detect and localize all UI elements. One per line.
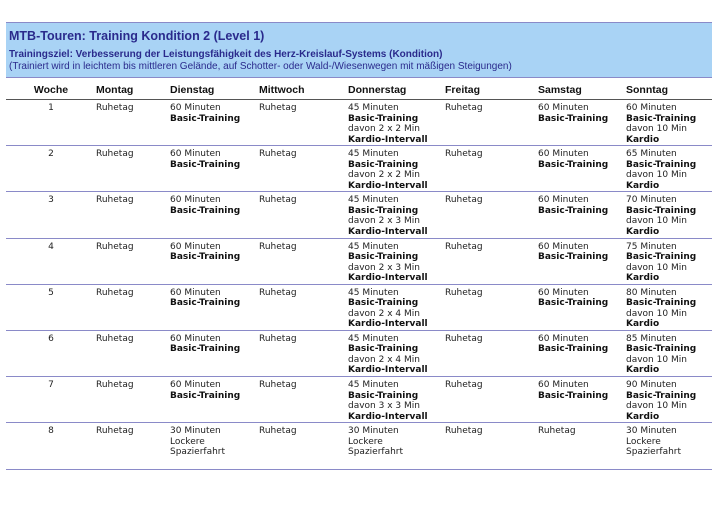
freitag-cell [445,146,538,192]
week-number-cell: 4 [6,238,96,284]
workout-detail: Ruhetag [445,149,483,160]
donnerstag-cell [348,238,445,284]
workout-detail: Lockere [348,436,383,447]
workout-detail: Ruhetag [445,426,483,437]
week-number-cell: 6 [6,330,96,376]
table-row [6,377,712,423]
workout-detail: 60 Minuten [170,333,221,344]
column-header-donnerstag: Donnerstag [348,82,445,100]
column-header-samstag: Samstag [538,82,626,100]
workout-type: Kardio [626,319,660,330]
workout-detail: 60 Minuten [170,287,221,298]
workout-type: Kardio-Intervall [348,226,428,237]
workout-type: Basic-Training [626,205,697,216]
workout-detail: 60 Minuten [538,380,589,391]
montag-cell [96,146,170,192]
workout-detail: Ruhetag [96,195,134,206]
workout-detail: 45 Minuten [348,333,399,344]
workout-detail: Ruhetag [96,426,134,437]
workout-detail: Ruhetag [445,241,483,252]
workout-detail: Ruhetag [259,426,297,437]
montag-cell [96,423,170,469]
dienstag-cell [170,238,259,284]
workout-detail: 75 Minuten [626,241,677,252]
workout-detail: 60 Minuten [538,333,589,344]
workout-type: Basic-Training [348,298,419,309]
workout-type: Basic-Training [538,205,609,216]
donnerstag-cell [348,192,445,238]
workout-detail: 65 Minuten [626,149,677,160]
workout-detail: Ruhetag [259,149,297,160]
samstag-cell [538,330,626,376]
donnerstag-cell [348,284,445,330]
workout-detail: Ruhetag [259,287,297,298]
dienstag-cell [170,284,259,330]
freitag-cell [445,377,538,423]
workout-detail: davon 2 x 2 Min [348,124,420,134]
column-header-freitag: Freitag [445,82,538,100]
table-header-row [6,82,712,100]
column-header-dienstag: Dienstag [170,82,259,100]
training-goal: Trainingsziel: Verbesserung der Leistungsfähigkeit des Herz-Kreislauf-Systems (Kondition) [9,49,443,60]
sonntag-cell [626,377,712,423]
montag-cell [96,192,170,238]
workout-type: Basic-Training [170,205,241,216]
workout-detail: davon 2 x 3 Min [348,216,420,227]
workout-detail: 45 Minuten [348,103,399,113]
mittwoch-cell [259,330,348,376]
workout-detail: Ruhetag [96,380,134,391]
workout-type: Basic-Training [538,344,609,355]
workout-type: Kardio-Intervall [348,273,428,284]
workout-type: Basic-Training [170,344,241,355]
workout-type: Basic-Training [348,390,419,401]
workout-detail: Ruhetag [445,333,483,344]
samstag-cell [538,192,626,238]
donnerstag-cell [348,423,445,469]
workout-detail: Ruhetag [96,103,134,113]
workout-type: Basic-Training [626,159,697,170]
workout-detail: 45 Minuten [348,241,399,252]
freitag-cell [445,238,538,284]
workout-detail: 45 Minuten [348,287,399,298]
dienstag-cell [170,377,259,423]
workout-type: Kardio [626,180,660,191]
workout-type: Basic-Training [348,159,419,170]
samstag-cell [538,238,626,284]
workout-detail: Lockere [626,436,661,447]
workout-detail: davon 10 Min [626,170,687,181]
donnerstag-cell [348,146,445,192]
workout-detail: davon 2 x 3 Min [348,262,420,273]
workout-detail: 60 Minuten [538,103,589,113]
workout-type: Kardio-Intervall [348,180,428,191]
training-goal-note: (Trainiert wird in leichtem bis mittleren Gelände, auf Schotter- oder Wald-/Wiesenwegen mit mäßigen Steigungen) [9,61,512,72]
workout-detail: 60 Minuten [170,380,221,391]
workout-detail: 60 Minuten [626,103,677,113]
table-row [6,100,712,146]
workout-type: Kardio [626,365,660,376]
workout-detail: 60 Minuten [538,241,589,252]
mittwoch-cell [259,423,348,469]
workout-type: Basic-Training [626,390,697,401]
workout-detail: Ruhetag [445,287,483,298]
workout-detail: Ruhetag [538,426,576,437]
freitag-cell [445,284,538,330]
workout-type: Kardio-Intervall [348,319,428,330]
training-plan-table [6,82,712,470]
workout-detail: 60 Minuten [538,149,589,160]
workout-type: Basic-Training [626,252,697,263]
sonntag-cell [626,284,712,330]
column-header-mittwoch: Mittwoch [259,82,348,100]
mittwoch-cell [259,192,348,238]
workout-detail: Ruhetag [259,333,297,344]
workout-detail: Ruhetag [96,241,134,252]
workout-type: Basic-Training [538,252,609,263]
page-title: MTB-Touren: Training Kondition 2 (Level 1) [9,29,265,43]
workout-type: Basic-Training [348,344,419,355]
workout-detail: davon 2 x 2 Min [348,170,420,181]
sonntag-cell [626,330,712,376]
table-row [6,330,712,376]
montag-cell [96,377,170,423]
workout-detail: Ruhetag [445,103,483,113]
workout-detail: 45 Minuten [348,380,399,391]
week-number-cell: 3 [6,192,96,238]
workout-detail: 45 Minuten [348,195,399,206]
workout-detail: Spazierfahrt [348,447,404,458]
freitag-cell [445,330,538,376]
header-banner [6,22,712,78]
dienstag-cell [170,192,259,238]
workout-type: Basic-Training [348,252,419,263]
montag-cell [96,330,170,376]
mittwoch-cell [259,377,348,423]
workout-detail: davon 10 Min [626,401,687,412]
column-header-woche: Woche [6,82,96,100]
sonntag-cell [626,192,712,238]
workout-type: Basic-Training [626,298,697,309]
freitag-cell [445,192,538,238]
montag-cell [96,238,170,284]
workout-type: Kardio-Intervall [348,365,428,376]
column-header-montag: Montag [96,82,170,100]
table-row [6,284,712,330]
donnerstag-cell [348,377,445,423]
donnerstag-cell [348,330,445,376]
workout-detail: davon 2 x 4 Min [348,354,420,365]
workout-detail: 60 Minuten [538,287,589,298]
workout-detail: 60 Minuten [170,103,221,113]
workout-detail: Ruhetag [96,287,134,298]
workout-detail: Ruhetag [259,195,297,206]
workout-detail: Ruhetag [96,333,134,344]
workout-type: Kardio-Intervall [348,134,428,145]
workout-type: Basic-Training [170,390,241,401]
samstag-cell [538,423,626,469]
samstag-cell [538,100,626,146]
workout-detail: Ruhetag [259,103,297,113]
dienstag-cell [170,423,259,469]
mittwoch-cell [259,100,348,146]
dienstag-cell [170,330,259,376]
workout-detail: 60 Minuten [170,241,221,252]
table-row [6,238,712,284]
sonntag-cell [626,423,712,469]
workout-type: Basic-Training [170,252,241,263]
workout-detail: Spazierfahrt [626,447,682,458]
workout-detail: Ruhetag [445,195,483,206]
workout-detail: 85 Minuten [626,333,677,344]
workout-type: Basic-Training [538,159,609,170]
workout-type: Basic-Training [538,298,609,309]
workout-detail: 70 Minuten [626,195,677,206]
freitag-cell [445,100,538,146]
sonntag-cell [626,100,712,146]
workout-type: Basic-Training [626,113,697,124]
samstag-cell [538,146,626,192]
workout-detail: 80 Minuten [626,287,677,298]
mittwoch-cell [259,146,348,192]
workout-type: Kardio-Intervall [348,411,428,422]
workout-detail: 45 Minuten [348,149,399,160]
workout-type: Basic-Training [170,159,241,170]
workout-type: Kardio [626,411,660,422]
workout-detail: 90 Minuten [626,380,677,391]
workout-type: Basic-Training [538,390,609,401]
workout-type: Kardio [626,226,660,237]
workout-detail: Spazierfahrt [170,447,226,458]
workout-type: Kardio [626,134,660,145]
week-number-cell: 1 [6,100,96,146]
workout-type: Basic-Training [348,113,419,124]
workout-detail: 30 Minuten [348,426,399,437]
workout-type: Basic-Training [538,113,609,124]
workout-detail: Ruhetag [259,241,297,252]
workout-detail: davon 10 Min [626,308,687,319]
workout-detail: davon 10 Min [626,262,687,273]
workout-detail: Ruhetag [259,380,297,391]
sonntag-cell [626,238,712,284]
workout-detail: davon 3 x 3 Min [348,401,420,412]
workout-detail: Ruhetag [96,149,134,160]
workout-detail: Lockere [170,436,205,447]
week-number-cell: 8 [6,423,96,469]
table-row [6,192,712,238]
workout-type: Basic-Training [348,205,419,216]
workout-detail: davon 10 Min [626,124,687,134]
workout-detail: davon 10 Min [626,216,687,227]
workout-detail: 30 Minuten [626,426,677,437]
workout-detail: 30 Minuten [170,426,221,437]
sonntag-cell [626,146,712,192]
mittwoch-cell [259,238,348,284]
workout-detail: 60 Minuten [538,195,589,206]
week-number-cell: 2 [6,146,96,192]
table-row [6,146,712,192]
donnerstag-cell [348,100,445,146]
samstag-cell [538,377,626,423]
workout-type: Kardio [626,273,660,284]
column-header-sonntag: Sonntag [626,82,712,100]
workout-detail: Ruhetag [445,380,483,391]
table-row [6,423,712,469]
dienstag-cell [170,100,259,146]
montag-cell [96,284,170,330]
week-number-cell: 7 [6,377,96,423]
workout-type: Basic-Training [170,298,241,309]
workout-detail: 60 Minuten [170,149,221,160]
dienstag-cell [170,146,259,192]
workout-type: Basic-Training [170,113,241,124]
workout-detail: davon 2 x 4 Min [348,308,420,319]
workout-detail: davon 10 Min [626,354,687,365]
samstag-cell [538,284,626,330]
workout-detail: 60 Minuten [170,195,221,206]
week-number-cell: 5 [6,284,96,330]
mittwoch-cell [259,284,348,330]
workout-type: Basic-Training [626,344,697,355]
freitag-cell [445,423,538,469]
montag-cell [96,100,170,146]
